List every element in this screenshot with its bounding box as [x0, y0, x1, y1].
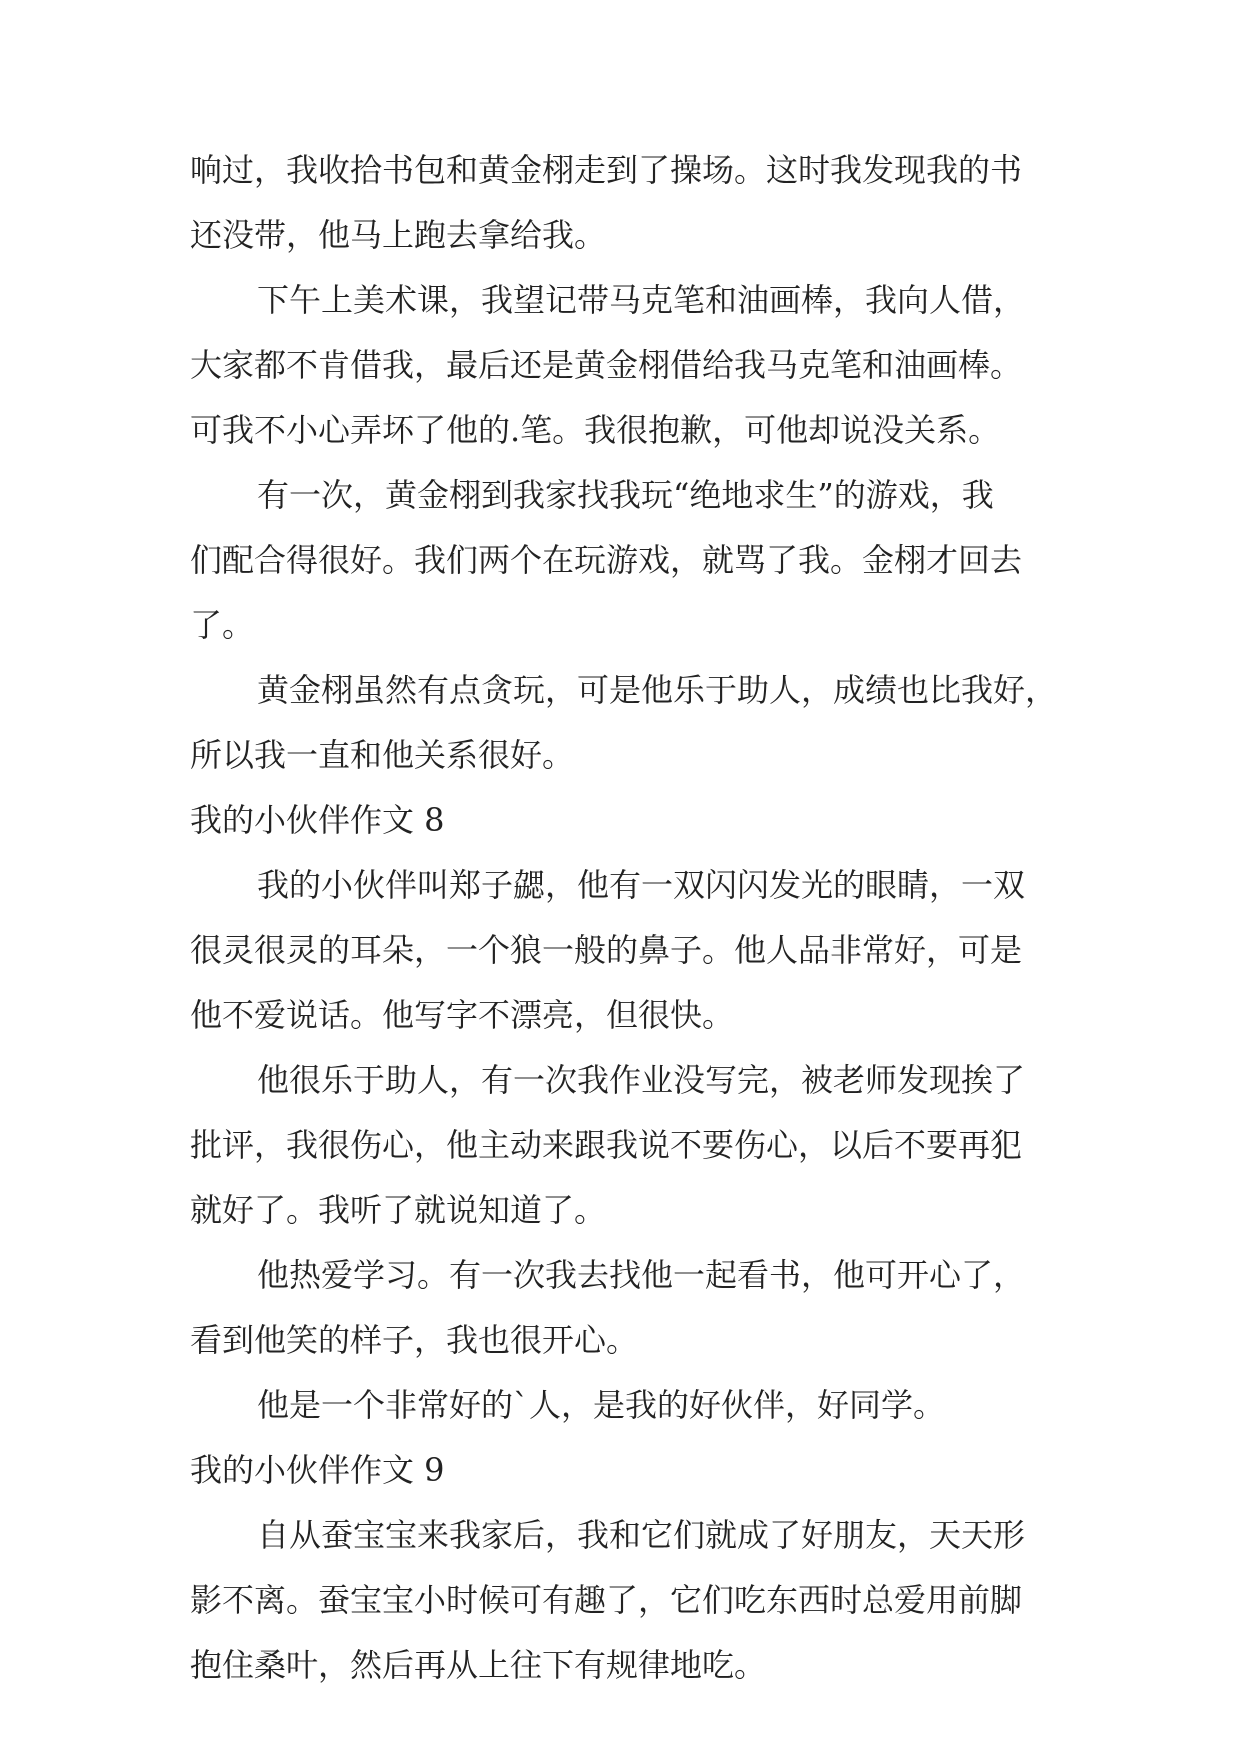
text-line: 下午上美术课，我望记带马克笔和油画棒，我向人借，	[257, 281, 1026, 319]
text-line: 所以我一直和他关系很好。	[190, 736, 575, 774]
text-line: 有一次，黄金栩到我家找我玩“绝地求生”的游戏，我	[257, 476, 994, 514]
text-line: 了。	[190, 606, 255, 644]
text-line: 们配合得很好。我们两个在玩游戏，就骂了我。金栩才回去	[190, 541, 1023, 579]
text-line: 很灵很灵的耳朵，一个狼一般的鼻子。他人品非常好，可是	[190, 931, 1023, 969]
text-line: 影不离。蚕宝宝小时候可有趣了，它们吃东西时总爱用前脚	[190, 1581, 1023, 1619]
text-line: 看到他笑的样子，我也很开心。	[190, 1321, 639, 1359]
text-line: 他是一个非常好的`人，是我的好伙伴，好同学。	[257, 1386, 946, 1424]
section-heading: 我的小伙伴作文 9	[190, 1451, 445, 1489]
text-line: 响过，我收拾书包和黄金栩走到了操场。这时我发现我的书	[190, 151, 1023, 189]
text-line: 抱住桑叶，然后再从上往下有规律地吃。	[190, 1646, 767, 1684]
text-line: 他不爱说话。他写字不漂亮，但很快。	[190, 996, 735, 1034]
text-line: 大家都不肯借我，最后还是黄金栩借给我马克笔和油画棒。	[190, 346, 1023, 384]
text-line: 可我不小心弄坏了他的.笔。我很抱歉，可他却说没关系。	[190, 411, 1001, 449]
text-line: 他很乐于助人，有一次我作业没写完，被老师发现挨了	[257, 1061, 1026, 1099]
text-line: 还没带，他马上跑去拿给我。	[190, 216, 607, 254]
text-line: 黄金栩虽然有点贪玩，可是他乐于助人，成绩也比我好，	[257, 671, 1058, 709]
section-heading: 我的小伙伴作文 8	[190, 801, 445, 839]
text-line: 自从蚕宝宝来我家后，我和它们就成了好朋友，天天形	[257, 1516, 1026, 1554]
text-line: 我的小伙伴叫郑子勰，他有一双闪闪发光的眼睛，一双	[257, 866, 1026, 904]
text-line: 他热爱学习。有一次我去找他一起看书，他可开心了，	[257, 1256, 1026, 1294]
text-line: 就好了。我听了就说知道了。	[190, 1191, 607, 1229]
text-line: 批评，我很伤心，他主动来跟我说不要伤心，以后不要再犯	[190, 1126, 1023, 1164]
